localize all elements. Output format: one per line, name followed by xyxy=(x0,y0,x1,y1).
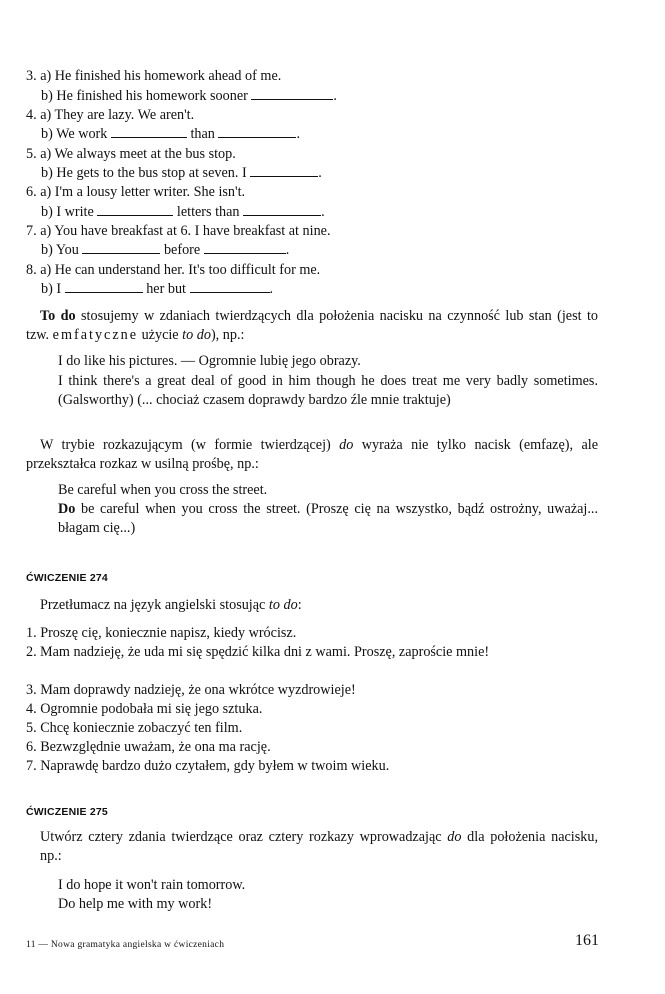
example-2-paragraph: Do be careful when you cross the street. (Proszę cię na wszystko, bądź ostrożny, uważaj... błagam cię...) xyxy=(58,501,598,537)
example-1-paragraph: I think there's a great deal of good in him though he does treat me very badly sometimes. (Galsworthy) (... chociaż czasem doprawdy bardzo źle mnie traktuje) xyxy=(58,373,598,409)
answer-blank[interactable] xyxy=(218,126,296,138)
answer-blank[interactable] xyxy=(97,204,173,216)
pair-4-a: 4. a) They are lazy. We aren't. xyxy=(26,107,195,123)
exercise-275-example: Do help me with my work! xyxy=(58,896,213,912)
exercise-274-item: 1. Proszę cię, koniecznie napisz, kiedy wrócisz. xyxy=(26,625,297,641)
pair-3-b: b) He finished his homework sooner . xyxy=(41,88,337,104)
pair-5-a: 5. a) We always meet at the bus stop. xyxy=(26,146,236,162)
exercise-275-instruction: Utwórz cztery zdania twierdzące oraz cztery rozkazy wprowadzając do dla położenia nacisku, np.: xyxy=(40,829,598,865)
exercise-274-item: 2. Mam nadzieję, że uda mi się spędzić kilka dni z wami. Proszę, zaproście mnie! xyxy=(26,644,490,660)
pair-7-a: 7. a) You have breakfast at 6. I have breakfast at nine. xyxy=(26,223,331,239)
exercise-274-item: 3. Mam doprawdy nadzieję, że ona wkrótce wyzdrowieje! xyxy=(26,682,356,698)
exercise-274-heading: ĆWICZENIE 274 xyxy=(26,572,108,584)
pair-7-b: b) You before . xyxy=(41,242,290,258)
pair-8-a: 8. a) He can understand her. It's too difficult for me. xyxy=(26,262,321,278)
example-1-line: I do like his pictures. — Ogromnie lubię jego obrazy. xyxy=(58,353,361,369)
page-number: 161 xyxy=(575,932,599,949)
explanation-paragraph-2: W trybie rozkazującym (w formie twierdzącej) do wyraża nie tylko nacisk (emfazę), ale przekształca rozkaz w usilną prośbę, np.: xyxy=(26,437,598,473)
answer-blank[interactable] xyxy=(82,242,160,254)
pair-6-b: b) I write letters than . xyxy=(41,204,325,220)
exercise-275-heading: ĆWICZENIE 275 xyxy=(26,806,108,818)
answer-blank[interactable] xyxy=(111,126,187,138)
exercise-274-item: 7. Naprawdę bardzo dużo czytałem, gdy byłem w twoim wieku. xyxy=(26,758,390,774)
example-2-line: Be careful when you cross the street. xyxy=(58,482,268,498)
pair-5-b: b) He gets to the bus stop at seven. I . xyxy=(41,165,322,181)
exercise-274-item: 6. Bezwzględnie uważam, że ona ma rację. xyxy=(26,739,271,755)
exercise-274-item: 5. Chcę koniecznie zobaczyć ten film. xyxy=(26,720,243,736)
answer-blank[interactable] xyxy=(65,281,143,293)
exercise-274-item: 4. Ogromnie podobała mi się jego sztuka. xyxy=(26,701,263,717)
pair-3-a: 3. a) He finished his homework ahead of me. xyxy=(26,68,282,84)
exercise-274-instruction: Przetłumacz na język angielski stosując to do: xyxy=(40,597,302,613)
answer-blank[interactable] xyxy=(204,242,286,254)
explanation-paragraph-1: To do stosujemy w zdaniach twierdzących dla położenia nacisku na czynność lub stan (jest to tzw. emfatyczne użycie to do), np.: xyxy=(26,308,598,344)
pair-8-b: b) I her but . xyxy=(41,281,274,297)
answer-blank[interactable] xyxy=(243,204,321,216)
footer-book-title: 11 — Nowa gramatyka angielska w ćwiczeniach xyxy=(26,940,225,950)
pair-4-b: b) We work than . xyxy=(41,126,300,142)
exercise-275-example: I do hope it won't rain tomorrow. xyxy=(58,877,246,893)
answer-blank[interactable] xyxy=(250,165,318,177)
answer-blank[interactable] xyxy=(190,281,270,293)
answer-blank[interactable] xyxy=(251,88,333,100)
pair-6-a: 6. a) I'm a lousy letter writer. She isn't. xyxy=(26,184,246,200)
